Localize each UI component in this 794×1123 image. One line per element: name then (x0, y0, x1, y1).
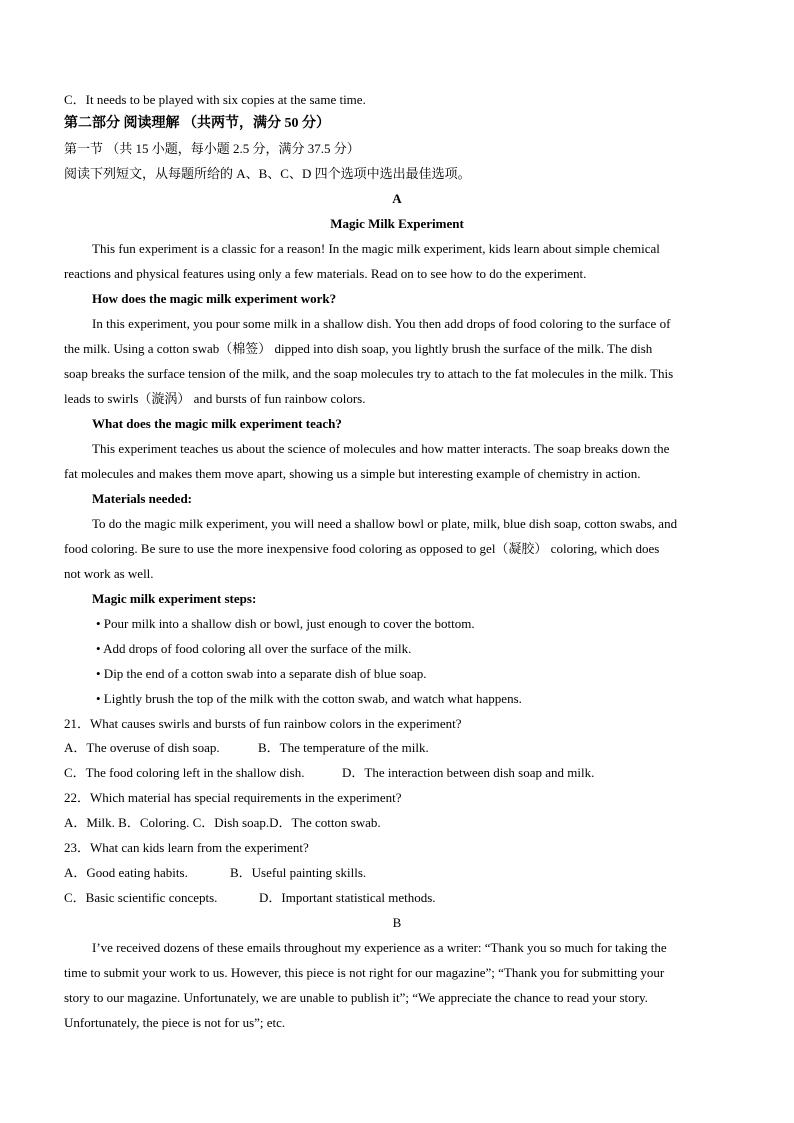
option-b[interactable]: B．The temperature of the milk. (258, 740, 429, 755)
paragraph-line: soap breaks the surface tension of the milk, and the soap molecules try to attach to the fat molecules in the milk. This (64, 366, 674, 381)
step-item: • Lightly brush the top of the milk with the cotton swab, and watch what happens. (96, 691, 522, 706)
paragraph-line: time to submit your work to us. However, this piece is not right for our magazine”; “Thank you for submitting your (64, 965, 665, 980)
paragraph-line: food coloring. Be sure to use the more inexpensive food coloring as opposed to gel（凝胶） coloring, which does (64, 541, 660, 556)
paragraph-line: To do the magic milk experiment, you will need a shallow bowl or plate, milk, blue dish soap, cotton swabs, and (92, 516, 678, 531)
subheading-materials: Materials needed: (92, 491, 193, 506)
option-c[interactable]: C．The food coloring left in the shallow dish. (64, 765, 305, 780)
question-23-options-row2 (64, 889, 734, 907)
passage-a-label: A (392, 191, 402, 206)
subheading-steps: Magic milk experiment steps: (92, 591, 257, 606)
option-a[interactable]: A．The overuse of dish soap. (64, 740, 220, 755)
previous-question-option-c: C．It needs to be played with six copies at the same time. (64, 92, 366, 107)
paragraph-line: story to our magazine. Unfortunately, we are unable to publish it”; “We appreciate the chance to read your story. (64, 990, 648, 1005)
passage-a-intro-line: reactions and physical features using only a few materials. Read on to see how to do the experiment. (64, 266, 587, 281)
paragraph-line: the milk. Using a cotton swab（棉签） dipped into dish soap, you lightly brush the surface of the milk. The dish (64, 341, 653, 356)
paragraph-line: not work as well. (64, 566, 154, 581)
option-d[interactable]: D．Important statistical methods. (259, 890, 436, 905)
option-d[interactable]: D．The interaction between dish soap and milk. (342, 765, 595, 780)
question-23-options-row1 (64, 864, 734, 882)
paragraph-line: fat molecules and makes them move apart, showing us a simple but interesting example of chemistry in action. (64, 466, 641, 481)
question-22-stem: 22．Which material has special requirements in the experiment? (64, 790, 402, 805)
step-item: • Add drops of food coloring all over the surface of the milk. (96, 641, 412, 656)
question-22-options[interactable]: A．Milk. B．Coloring. C．Dish soap.D．The cotton swab. (64, 815, 381, 830)
paragraph-line: This experiment teaches us about the science of molecules and how matter interacts. The soap breaks down the (92, 441, 670, 456)
instruction: 阅读下列短文，从每题所给的 A、B、C、D 四个选项中选出最佳选项。 (64, 166, 471, 181)
step-item: • Dip the end of a cotton swab into a separate dish of blue soap. (96, 666, 427, 681)
question-23-stem: 23．What can kids learn from the experiment? (64, 840, 309, 855)
option-a[interactable]: A．Good eating habits. (64, 865, 188, 880)
part2-heading: 第二部分 阅读理解 （共两节，满分 50 分） (64, 116, 330, 131)
option-c[interactable]: C．Basic scientific concepts. (64, 890, 218, 905)
paragraph-line: I’ve received dozens of these emails throughout my experience as a writer: “Thank you so much for taking the (92, 940, 667, 955)
passage-b-label: B (392, 915, 402, 930)
paragraph-line: In this experiment, you pour some milk in a shallow dish. You then add drops of food coloring to the surface of (92, 316, 671, 331)
question-21-options-row2 (64, 764, 734, 782)
paragraph-line: leads to swirls（漩涡） and bursts of fun rainbow colors. (64, 391, 366, 406)
passage-a-intro-line: This fun experiment is a classic for a reason! In the magic milk experiment, kids learn about simple chemical (92, 241, 660, 256)
section1-heading: 第一节 （共 15 小题，每小题 2.5 分，满分 37.5 分） (64, 141, 360, 156)
question-21-options-row1 (64, 739, 734, 757)
option-b[interactable]: B．Useful painting skills. (230, 865, 367, 880)
subheading-what-it-teaches: What does the magic milk experiment teach? (92, 416, 342, 431)
paragraph-line: Unfortunately, the piece is not for us”; etc. (64, 1015, 286, 1030)
step-item: • Pour milk into a shallow dish or bowl, just enough to cover the bottom. (96, 616, 475, 631)
subheading-how-it-works: How does the magic milk experiment work? (92, 291, 337, 306)
question-21-stem: 21．What causes swirls and bursts of fun rainbow colors in the experiment? (64, 716, 462, 731)
passage-a-title: Magic Milk Experiment (330, 216, 464, 231)
